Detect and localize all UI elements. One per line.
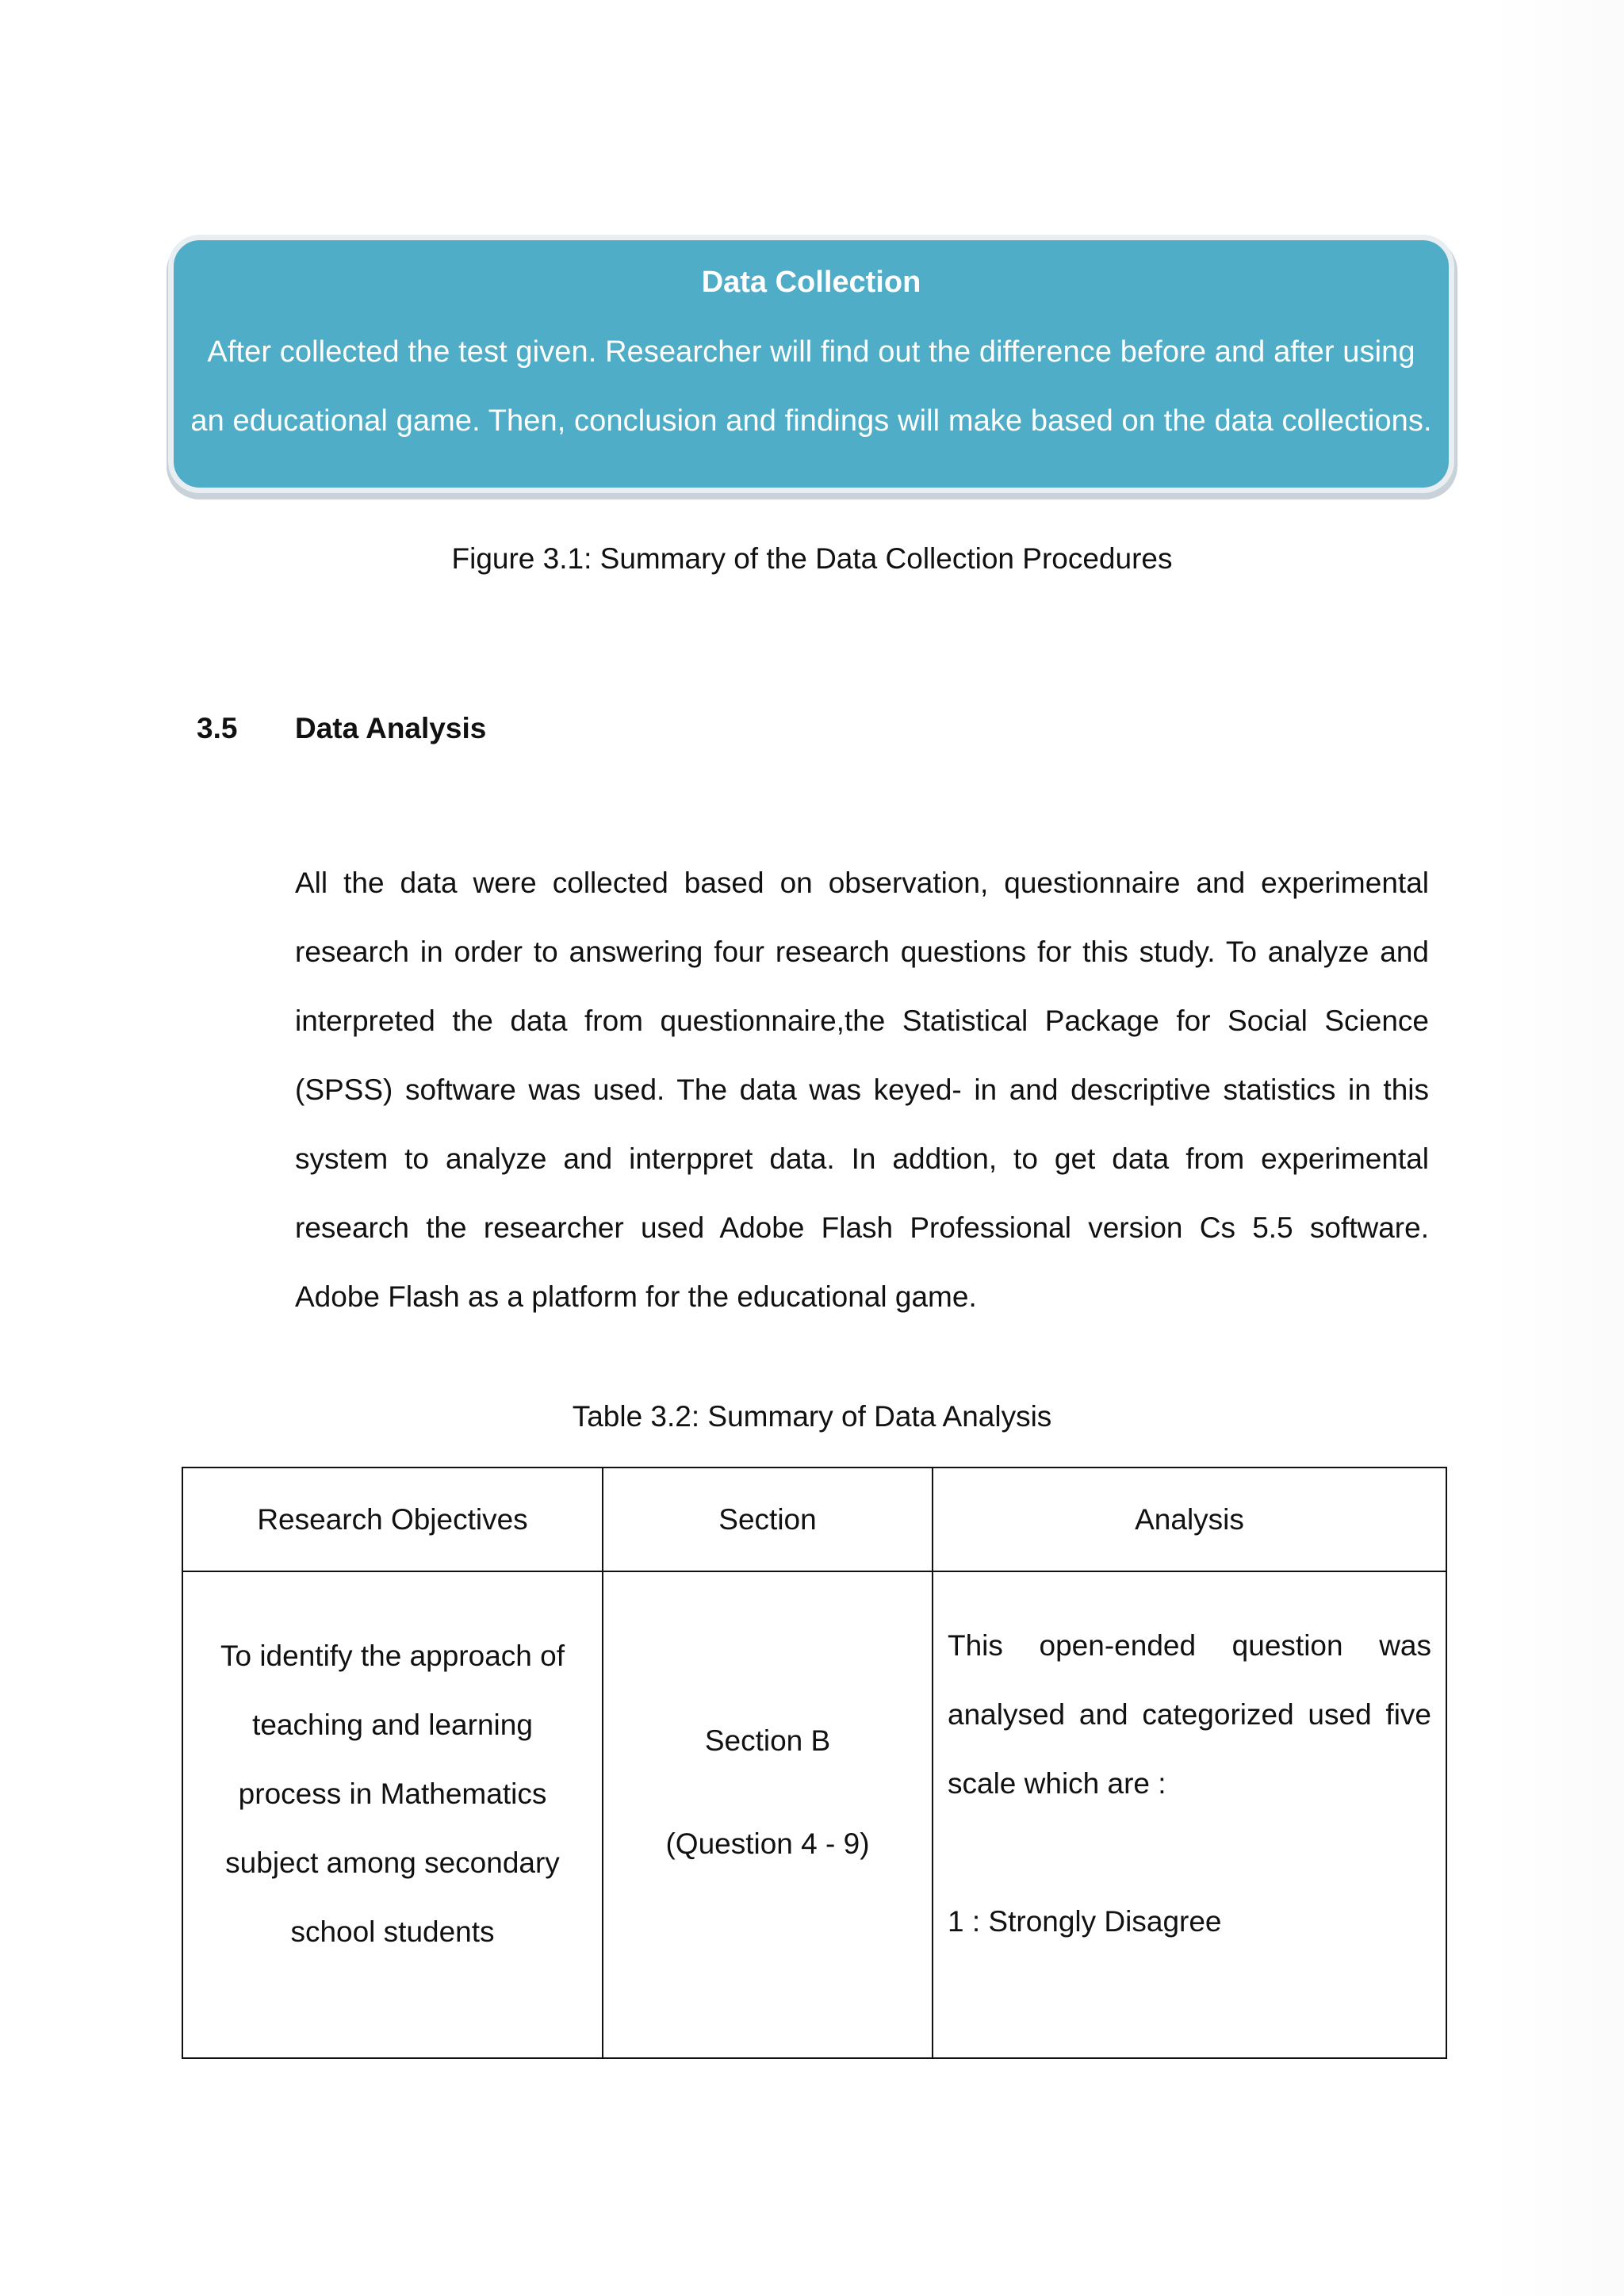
data-collection-text-line-1: After collected the test given. Researcher will find out the difference before and after using: [207, 335, 1415, 369]
header-section: Section: [603, 1468, 933, 1571]
analysis-text: This open-ended question was analysed and categorized used five scale which are :: [948, 1628, 1431, 1800]
section-number: 3.5: [197, 712, 238, 744]
question-range: (Question 4 - 9): [665, 1827, 870, 1860]
table-header-row: [182, 1468, 1446, 1571]
page-edge-shade: [1489, 0, 1624, 2296]
paragraph-line: research the researcher used Adobe Flash Professional version Cs 5.5 software.: [295, 1211, 1429, 1244]
data-analysis-summary-table: [182, 1467, 1447, 2059]
data-analysis-paragraph: [295, 848, 1429, 1331]
figure-caption: Figure 3.1: Summary of the Data Collection Procedures: [451, 542, 1173, 575]
paragraph-line: interpreted the data from questionnaire,the Statistical Package for Social Science: [295, 1004, 1429, 1037]
table-caption: Table 3.2: Summary of Data Analysis: [572, 1400, 1052, 1433]
paragraph-line: research in order to answering four research questions for this study. To analyze and: [295, 936, 1429, 968]
paragraph-line: system to analyze and interppret data. In addtion, to get data from experimental: [295, 1142, 1429, 1175]
analysis-cell: [933, 1571, 1446, 2058]
section-label: Section B: [704, 1724, 831, 1757]
paragraph-line: Adobe Flash as a platform for the educational game.: [295, 1280, 977, 1313]
data-collection-box: [168, 235, 1454, 493]
data-collection-title: Data Collection: [701, 266, 921, 299]
scale-item: 1 : Strongly Disagree: [948, 1904, 1222, 1938]
header-research-objectives: Research Objectives: [182, 1468, 603, 1571]
paragraph-line: (SPSS) software was used. The data was keyed- in and descriptive statistics in this: [295, 1073, 1429, 1106]
section-title: Data Analysis: [295, 712, 487, 744]
objective-cell: [182, 1571, 603, 2058]
paragraph-line: All the data were collected based on observation, questionnaire and experimental: [295, 867, 1429, 899]
objective-text: To identify the approach of teaching and learning process in Mathematics subject among secondary school students: [220, 1639, 565, 1948]
data-collection-text-line-2: an educational game. Then, conclusion and findings will make based on the data collections.: [190, 404, 1432, 438]
table-row: [182, 1571, 1446, 2058]
header-analysis: Analysis: [933, 1468, 1446, 1571]
section-cell: [603, 1571, 933, 2058]
